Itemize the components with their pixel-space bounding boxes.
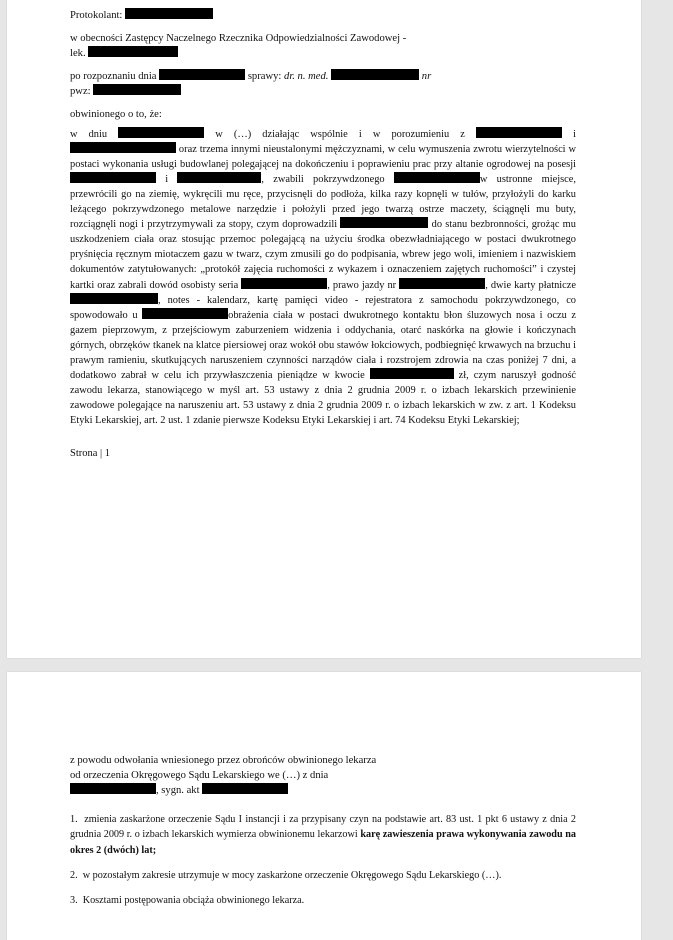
obwinionego-line: obwinionego o to, że:	[70, 109, 162, 121]
redaction-bar	[394, 172, 480, 183]
document-page-2	[7, 672, 641, 940]
charge-text: w dniu	[70, 128, 108, 140]
rozpoznanie-line	[70, 69, 576, 84]
charge-text: obrażenia ciała w postaci dwukrotnego kontaktu błon śluzowych nosa i oczu z gazem pieprzowym, z przejściowym zaburzeniem widzenia i oddychania, otarć naskórka na głowie i kończynach górnych, obrzęków tkanek na klatce piersiowej oraz wokół obu stawów łokciowych, podbiegnięć krwawych na brzuchu i prawym ramieniu, skutkujących naruszeniem czynności narządów ciała i rozstrojem zdrowia na czas poniżej 7 dni, a dodatkowo zabrał w celu ich przywłaszczenia pieniądze w kwocie	[70, 309, 576, 382]
page-1-content	[70, 8, 576, 462]
item-text: zmienia zaskarżone orzeczenie Sądu I instancji i za przypisany czyn na podstawie art. 83 ust. 1 pkt 6 ustawy z dnia 2 grudnia 2009 r. o izbach lekarskich wymierza obwinionemu lekarzowi	[70, 814, 577, 841]
ruling-item-2	[70, 868, 576, 883]
page-number-footer: Strona | 1	[70, 448, 111, 460]
redaction-bar	[142, 308, 228, 319]
lek-line	[70, 46, 576, 61]
item-number: 1.	[70, 814, 78, 826]
protokolant-label: Protokolant:	[70, 10, 123, 21]
charge-text: , notes - kalendarz, kartę pamięci video - rejestratora z samochodu pokrzywdzonego, co spowodowało u	[70, 294, 576, 321]
redaction-bar	[88, 46, 178, 57]
appeal-line-1: z powodu odwołania wniesionego przez obrońców obwinionego lekarza	[70, 755, 377, 766]
item-text: Kosztami postępowania obciąża obwinionego lekarza.	[82, 895, 305, 907]
redaction-bar	[331, 69, 419, 80]
charge-text: , prawo jazdy nr	[327, 279, 397, 291]
charge-text: w ustronne miejsce, przewrócili go na ziemię, wykręcili mu ręce, przycisnęli do podłoża, kilka razy kopnęli w tułów, przyłożyli do karku leżącego pokrzywdzonego metalowe narzędzie i położyli przed jego twarzą ostrze maczety, ściągnęli mu buty, rozciągnęli nogi i przytrzymywali za stopy, czym doprowadzili	[70, 173, 576, 231]
presence-line: w obecności Zastępcy Naczelnego Rzecznika Odpowiedzialności Zawodowej -	[70, 33, 407, 45]
charge-text: , dwie karty płatnicze	[485, 279, 577, 291]
redaction-bar	[125, 8, 213, 19]
redaction-bar	[118, 127, 204, 138]
charge-text: i	[165, 173, 169, 185]
lek-label: lek.	[70, 48, 86, 60]
charge-text: i	[573, 128, 576, 140]
redaction-bar	[70, 783, 156, 794]
redaction-bar	[70, 172, 156, 183]
appeal-line-2: od orzeczenia Okręgowego Sądu Lekarskiego we (…) z dnia	[70, 770, 329, 782]
charge-text: do stanu bezbronności, grożąc mu uszkodzeniem ciała oraz stosując przemoc polegającą na użyciu środka obezwładniającego w postaci dwukrotnego pryśnięcia ręcznym miotaczem gazu w twarz, czym zmusili go do podpisania, wbrew jego woli, imieniem i nazwiskiem dokumentów zatytułowanych: „protokół zajęcia ruchomości z wykazem i oznaczeniem zajętych ruchomości” i czystej kartki oraz zabrali dowód osobisty seria	[70, 219, 576, 291]
sprawy-label: sprawy:	[247, 71, 282, 83]
redaction-bar	[177, 172, 261, 183]
redaction-bar	[93, 84, 181, 95]
charge-text: zł, czym naruszył godność zawodu lekarza, stanowiącego w myśl art. 53 ustawy z dnia 2 grudnia 2009 r. o izbach lekarskich przewinienie zawodowe polegające na naruszeniu art. 53 ustawy z dnia 2 grudnia 2009 r. o izbach lekarskich w zw. z art. 1 Kodeksu Etyki Lekarskiej, art. 2 ust. 1 zdanie pierwsze Kodeksu Etyki Lekarskiej i art. 74 Kodeksu Etyki Lekarskiej;	[70, 370, 576, 427]
sygn-line	[70, 783, 576, 798]
redaction-bar	[202, 783, 288, 794]
redaction-bar	[399, 278, 485, 289]
redaction-bar	[241, 278, 327, 289]
redaction-bar	[370, 368, 454, 379]
document-page-1	[7, 0, 641, 658]
charge-paragraph	[70, 127, 576, 429]
rozpoznanie-prefix: po rozpoznaniu dnia	[70, 71, 157, 83]
redaction-bar	[70, 293, 158, 304]
charge-text: w (…) działając wspólnie i w porozumieniu z	[215, 128, 465, 140]
item-text: w pozostałym zakresie utrzymuje w mocy zaskarżone orzeczenie Okręgowego Sądu Lekarskiego (…).	[82, 869, 502, 881]
ruling-item-3	[70, 893, 576, 908]
nr-label: nr	[421, 71, 432, 83]
protokolant-line	[70, 8, 576, 23]
charge-text: , zwabili pokrzywdzonego	[261, 173, 385, 185]
sprawy-title: dr. n. med.	[284, 71, 329, 83]
redaction-bar	[340, 217, 428, 228]
pwz-line	[70, 84, 576, 99]
ruling-item-1	[70, 812, 576, 858]
charge-text: oraz trzema innymi nieustalonymi mężczyznami, w celu wymuszenia zwrotu wierzytelności w postaci wykonania usługi budowlanej polegającej na dokończeniu i poprawieniu prac przy altanie ogrodowej na posesji	[70, 143, 576, 170]
page-2-content	[70, 753, 576, 908]
sygn-label: , sygn. akt	[156, 785, 200, 797]
item-number: 3.	[70, 895, 78, 907]
redaction-bar	[159, 69, 245, 80]
redaction-bar	[476, 127, 562, 138]
item-bold-text: karę zawieszenia prawa wykonywania zawodu na okres 2 (dwóch) lat;	[70, 829, 577, 856]
redaction-bar	[70, 142, 176, 153]
pwz-label: pwz:	[70, 86, 91, 98]
item-number: 2.	[70, 869, 78, 881]
